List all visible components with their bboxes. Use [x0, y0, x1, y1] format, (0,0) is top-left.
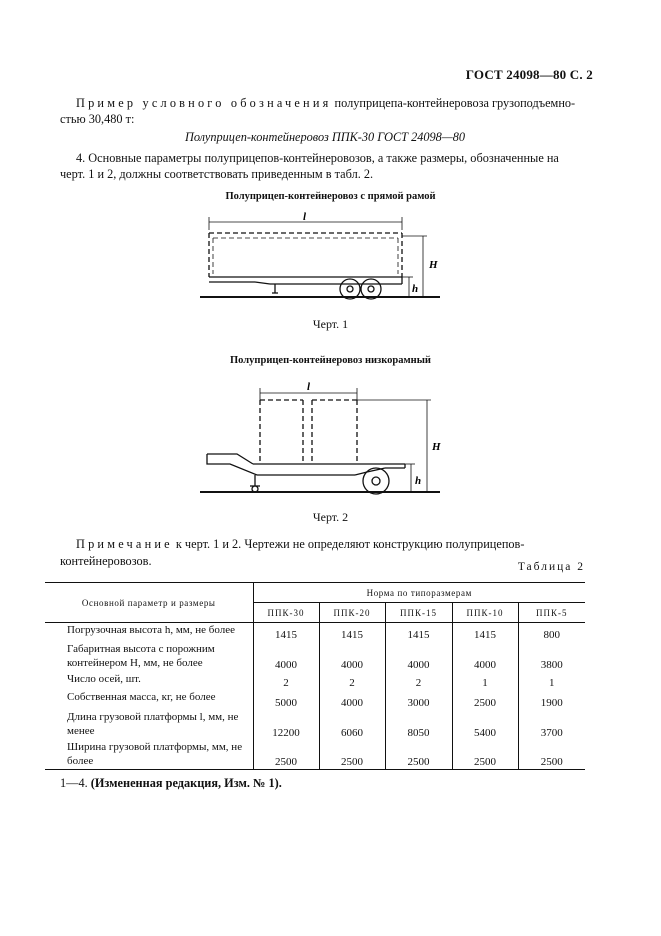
note-text: к черт. 1 и 2. Чертежи не определяют конструкцию полуприцепов-контейнеровозов. — [60, 537, 525, 568]
table-header-type: ППК-30 — [253, 603, 319, 623]
figure-2-label-H: H — [432, 441, 441, 453]
table-cell-value: 1415 — [452, 623, 518, 642]
amendment-prefix: 1—4. — [60, 776, 91, 790]
figure-1-label-l: l — [303, 211, 307, 223]
table-header-type: ППК-10 — [452, 603, 518, 623]
table-row — [45, 623, 585, 642]
table-cell-value: 4000 — [319, 690, 385, 710]
amendment-note — [60, 776, 282, 791]
table-cell-value: 1415 — [253, 623, 319, 642]
table-cell-value: 1900 — [540, 696, 563, 709]
table-header-norm: Норма по типоразмерам — [253, 583, 585, 603]
table-label: Таблица 2 — [517, 561, 585, 573]
note-label: Примечание — [76, 537, 173, 551]
table-cell-value: 4000 — [319, 642, 385, 672]
example-label: Пример условного обозначения — [76, 96, 332, 110]
table-cell-value: 800 — [543, 628, 560, 641]
table-cell-value: 4000 — [253, 642, 319, 672]
table-cell-value: 2500 — [452, 740, 518, 770]
table-cell-param: Длина грузовой платформы l, мм, не менее — [45, 710, 253, 740]
table-cell-value: 2 — [253, 672, 319, 690]
table-cell-value: 12200 — [253, 710, 319, 740]
table-row — [45, 642, 585, 672]
clause-4-line2: черт. 1 и 2, должны соответствовать приведенным в табл. 2. — [60, 167, 374, 181]
table-cell-value: 1 — [549, 676, 555, 689]
table-cell-value: 1415 — [385, 623, 452, 642]
figure-2-title: Полуприцеп-контейнеровоз низкорамный — [230, 355, 431, 366]
table-cell-value: 5000 — [253, 690, 319, 710]
table-cell-value: 4000 — [452, 642, 518, 672]
amendment-text: (Измененная редакция, Изм. № 1). — [90, 776, 282, 790]
example-paragraph — [60, 95, 590, 112]
table-cell-value: 2500 — [253, 740, 319, 770]
table-cell-value: 2500 — [452, 690, 518, 710]
table-cell-value: 2 — [319, 672, 385, 690]
page-header: ГОСТ 24098—80 С. 2 — [465, 67, 593, 82]
table-cell-value: 1415 — [319, 623, 385, 642]
table-cell-value: 6060 — [319, 710, 385, 740]
table-cell-value: 1 — [452, 672, 518, 690]
table-cell-value: 2500 — [385, 740, 452, 770]
table-cell-value: 3700 — [540, 726, 563, 739]
table-cell-value: 3000 — [385, 690, 452, 710]
table-row — [45, 740, 585, 770]
table-cell-value: 2500 — [518, 740, 585, 770]
table-row — [45, 672, 585, 690]
table-cell-param: Погрузочная высота h, мм, не более — [45, 623, 253, 642]
table-row — [45, 710, 585, 740]
table-cell-value: 3800 — [540, 658, 563, 671]
table-cell-param: Габаритная высота с порожним контейнером H, мм, не более — [45, 642, 253, 672]
table-cell-param: Ширина грузовой платформы, мм, не более — [45, 740, 253, 770]
table-cell-param: Собственная масса, кг, не более — [45, 690, 253, 710]
example-text: полуприцепа-контейнеровоза грузоподъемно- — [331, 96, 576, 110]
clause-4-line1: 4. Основные параметры полуприцепов-контейнеровозов, а также размеры, обозначенные на — [76, 151, 559, 165]
figure-2-caption: Черт. 2 — [312, 510, 349, 524]
table-cell-value: 5400 — [452, 710, 518, 740]
figure-1-drawing — [195, 210, 445, 305]
figure-1-title: Полуприцеп-контейнеровоз с прямой рамой — [225, 191, 436, 202]
table-header-type: ППК-20 — [319, 603, 385, 623]
table-row — [45, 690, 585, 710]
figure-2-label-l: l — [307, 381, 311, 393]
figure-1-label-H: H — [429, 259, 438, 271]
figure-2-label-h: h — [415, 475, 422, 487]
table-cell-value: 8050 — [385, 710, 452, 740]
figure-1-label-h: h — [412, 283, 419, 295]
table-cell-value: 2500 — [319, 740, 385, 770]
table-header-type: ППК-5 — [518, 603, 585, 623]
table-header-param: Основной параметр и размеры — [45, 583, 253, 623]
table-cell-value: 4000 — [385, 642, 452, 672]
table-header-type: ППК-15 — [385, 603, 452, 623]
table-cell-param: Число осей, шт. — [45, 672, 253, 690]
figure-2-drawing — [195, 372, 445, 500]
figure-1-caption: Черт. 1 — [312, 317, 349, 331]
parameters-table — [45, 582, 585, 770]
example-designation: Полуприцеп-контейнеровоз ППК-30 ГОСТ 24098—80 — [184, 130, 466, 144]
table-cell-value: 2 — [385, 672, 452, 690]
example-line2: стью 30,480 т: — [60, 112, 135, 126]
